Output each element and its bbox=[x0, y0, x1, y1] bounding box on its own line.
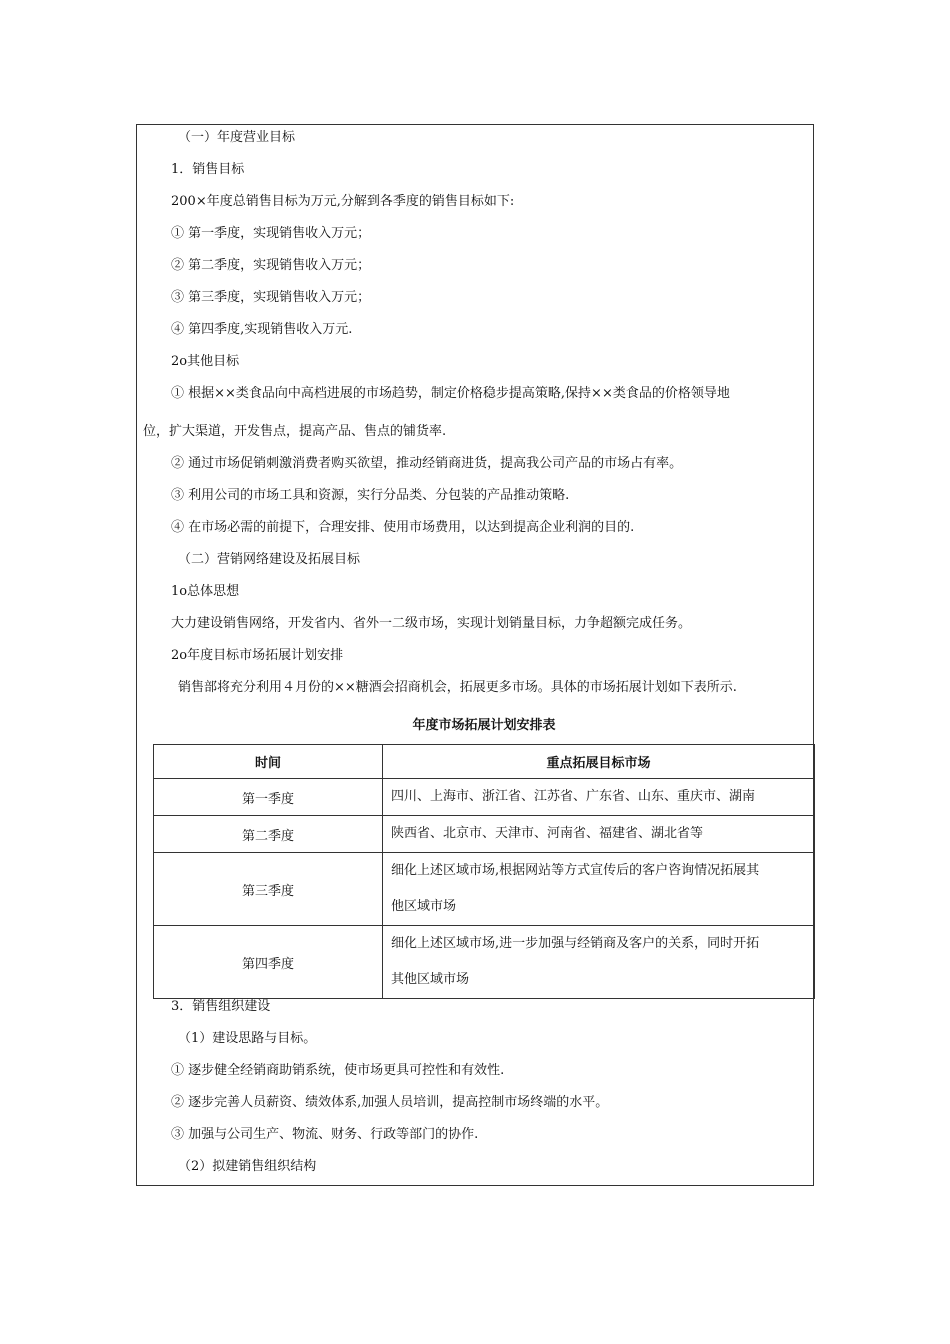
paragraph: 销售部将充分利用４月份的××糖酒会招商机会，拓展更多市场。具体的市场拓展计划如下表所示. bbox=[178, 680, 737, 695]
markets-cell-line: 他区域市场 bbox=[391, 899, 457, 914]
subheading-org-structure: （2）拟建销售组织结构 bbox=[178, 1159, 317, 1174]
subheading-sales-org: 3．销售组织建设 bbox=[171, 999, 271, 1014]
table-title: 年度市场拓展计划安排表 bbox=[412, 718, 556, 733]
quarter-cell: 第四季度 bbox=[154, 926, 383, 999]
list-item: ② 通过市场促销刺激消费者购买欲望，推动经销商进货，提高我公司产品的市场占有率。 bbox=[171, 456, 683, 471]
quarter-cell: 第二季度 bbox=[154, 816, 383, 853]
section-heading-network: （二）营销网络建设及拓展目标 bbox=[178, 552, 361, 567]
paragraph-line: ① 根据××类食品向中高档进展的市场趋势，制定价格稳步提高策略,保持××类食品的价格领导地 bbox=[171, 386, 730, 401]
table-row bbox=[154, 853, 815, 926]
paragraph: 大力建设销售网络，开发省内、省外一二级市场，实现计划销量目标，力争超额完成任务。 bbox=[171, 616, 692, 631]
list-item: ① 第一季度，实现销售收入万元； bbox=[171, 226, 371, 241]
subheading-sales-target: 1．销售目标 bbox=[171, 162, 245, 177]
list-item: ② 逐步完善人员薪资、绩效体系,加强人员培训，提高控制市场终端的水平。 bbox=[171, 1095, 609, 1110]
list-item: ① 逐步健全经销商助销系统，使市场更具可控性和有效性. bbox=[171, 1063, 505, 1078]
paragraph-line: 位，扩大渠道，开发售点，提高产品、售点的铺货率. bbox=[143, 424, 447, 439]
table-row bbox=[154, 926, 815, 999]
table-row bbox=[154, 779, 815, 816]
column-header-markets: 重点拓展目标市场 bbox=[383, 745, 815, 779]
markets-cell-line: 细化上述区域市场,根据网站等方式宣传后的客户咨询情况拓展其 bbox=[391, 863, 760, 878]
subheading-ideas-targets: （1）建设思路与目标。 bbox=[178, 1031, 317, 1046]
list-item: ③ 利用公司的市场工具和资源，实行分品类、分包装的产品推动策略. bbox=[171, 488, 570, 503]
markets-cell: 四川、上海市、浙江省、江苏省、广东省、山东、重庆市、湖南 bbox=[383, 779, 815, 816]
markets-cell-line: 细化上述区域市场,进一步加强与经销商及客户的关系，同时开拓 bbox=[391, 936, 760, 951]
list-item: ② 第二季度，实现销售收入万元； bbox=[171, 258, 371, 273]
column-header-time: 时间 bbox=[154, 745, 383, 779]
list-item: ③ 第三季度，实现销售收入万元； bbox=[171, 290, 371, 305]
market-expansion-table bbox=[153, 744, 815, 999]
list-item: ④ 在市场必需的前提下，合理安排、使用市场费用，以达到提高企业利润的目的. bbox=[171, 520, 635, 535]
list-item: ③ 加强与公司生产、物流、财务、行政等部门的协作. bbox=[171, 1127, 479, 1142]
sales-target-intro: 200×年度总销售目标为万元,分解到各季度的销售目标如下: bbox=[171, 194, 515, 209]
markets-cell-line: 其他区域市场 bbox=[391, 972, 470, 987]
table-header-row bbox=[154, 745, 815, 779]
quarter-cell: 第三季度 bbox=[154, 853, 383, 926]
subheading-other-targets: 2o其他目标 bbox=[171, 354, 240, 369]
quarter-cell: 第一季度 bbox=[154, 779, 383, 816]
list-item: ④ 第四季度,实现销售收入万元. bbox=[171, 322, 353, 337]
table-row bbox=[154, 816, 815, 853]
subheading-overall-idea: 1o总体思想 bbox=[171, 584, 240, 599]
markets-cell bbox=[383, 926, 815, 999]
subheading-market-plan: 2o年度目标市场拓展计划安排 bbox=[171, 648, 344, 663]
markets-cell: 陕西省、北京市、天津市、河南省、福建省、湖北省等 bbox=[383, 816, 815, 853]
markets-cell bbox=[383, 853, 815, 926]
section-heading-annual-targets: （一）年度营业目标 bbox=[178, 130, 296, 145]
